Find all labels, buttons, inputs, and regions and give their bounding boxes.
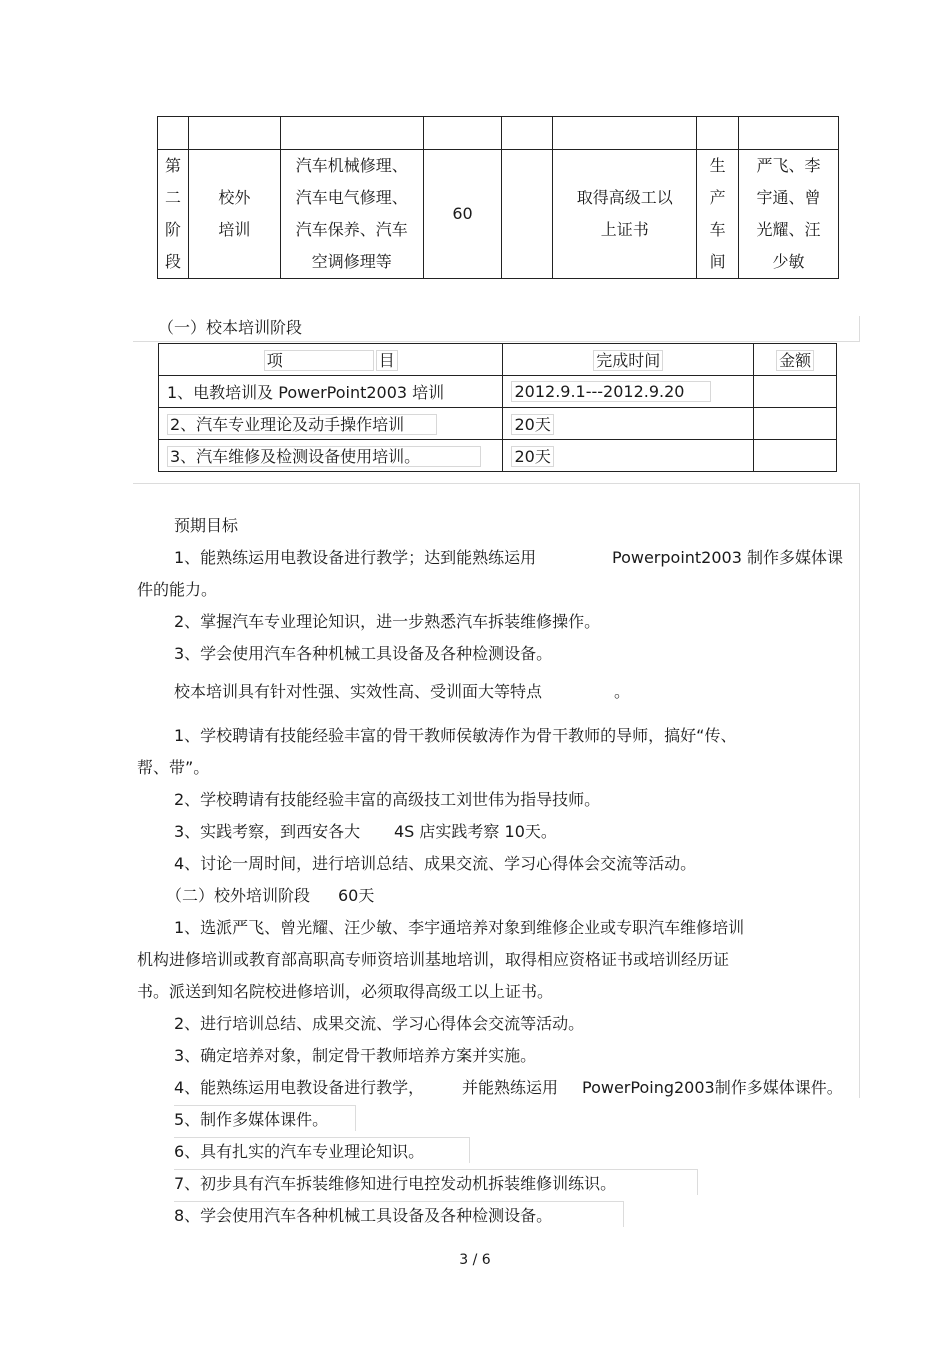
table-row xyxy=(159,376,837,408)
paragraph: 4、讨论一周时间，进行培训总结、成果交流、学习心得体会交流等活动。 xyxy=(174,854,697,873)
paragraph: 1、能熟练运用电教设备进行教学；达到能熟练运用 xyxy=(174,548,537,567)
table-row xyxy=(159,440,837,472)
content-line: 汽车电气修理、 xyxy=(295,188,408,207)
place-cell xyxy=(697,150,739,279)
stage-cell xyxy=(158,150,189,279)
days-cell: 60 xyxy=(423,150,502,279)
paragraph: 7、初步具有汽车拆装维修知进行电控发动机拆装维修训练识。 xyxy=(174,1174,617,1193)
stage-char: 段 xyxy=(164,252,181,271)
stage-table xyxy=(157,116,839,279)
divider xyxy=(469,1137,470,1163)
row-item xyxy=(159,440,503,472)
paragraph: 机构进修培训或教育部高职高专师资培训基地培训，取得相应资格证书或培训经历证 xyxy=(137,950,730,969)
divider xyxy=(133,341,860,342)
row-item xyxy=(159,376,503,408)
paragraph: 3、学会使用汽车各种机械工具设备及各种检测设备。 xyxy=(174,644,553,663)
place-char: 产 xyxy=(709,188,726,207)
table-row xyxy=(158,150,839,279)
header-item-b: 目 xyxy=(376,350,398,371)
divider xyxy=(174,1201,624,1202)
paragraph: PowerPoing2003制作多媒体课件。 xyxy=(582,1078,843,1097)
paragraph: 。 xyxy=(614,682,631,701)
row-time-text: 20天 xyxy=(511,446,553,467)
goal-line: 上证书 xyxy=(600,220,649,239)
divider xyxy=(133,483,860,484)
divider xyxy=(623,1201,624,1227)
place-char: 生 xyxy=(709,156,726,175)
row-item-text: 3、汽车维修及检测设备使用培训。 xyxy=(167,446,481,467)
row-amount xyxy=(754,440,837,472)
paragraph: 3、确定培养对象，制定骨干教师培养方案并实施。 xyxy=(174,1046,537,1065)
paragraph: 60天 xyxy=(338,886,375,905)
paragraph: 5、制作多媒体课件。 xyxy=(174,1110,329,1129)
people-line: 少敏 xyxy=(772,252,805,271)
header-item-a: 项 xyxy=(264,350,374,371)
section-title: （一）校本培训阶段 xyxy=(158,318,303,337)
header-amount xyxy=(754,344,837,376)
divider xyxy=(697,1169,698,1195)
divider xyxy=(174,1169,698,1170)
stage-char: 阶 xyxy=(164,220,181,239)
content-line: 汽车保养、汽车 xyxy=(295,220,408,239)
people-line: 宇通、曾 xyxy=(756,188,821,207)
row-item-text: 1、电教培训及 PowerPoint2003 培训 xyxy=(167,383,445,402)
table-row xyxy=(159,408,837,440)
empty-cell xyxy=(502,150,553,279)
row-time xyxy=(503,408,754,440)
row-amount xyxy=(754,376,837,408)
content-cell xyxy=(280,150,423,279)
paragraph: 4S 店实践考察 10天。 xyxy=(394,822,557,841)
paragraph: 帮、带”。 xyxy=(137,758,210,777)
header-item xyxy=(159,344,503,376)
paragraph: 8、学会使用汽车各种机械工具设备及各种检测设备。 xyxy=(174,1206,553,1225)
paragraph: Powerpoint2003 制作多媒体课 xyxy=(612,548,843,567)
row-time xyxy=(503,376,754,408)
paragraph: 2、掌握汽车专业理论知识，进一步熟悉汽车拆装维修操作。 xyxy=(174,612,601,631)
training-table xyxy=(158,343,837,472)
row-time-text: 20天 xyxy=(511,414,553,435)
content-line: 空调修理等 xyxy=(311,252,392,271)
people-line: 严飞、李 xyxy=(756,156,821,175)
people-line: 光耀、汪 xyxy=(756,220,821,239)
divider xyxy=(174,1137,470,1138)
row-item-text: 2、汽车专业理论及动手操作培训 xyxy=(167,414,437,435)
paragraph: 4、能熟练运用电教设备进行教学， xyxy=(174,1078,425,1097)
table-row-empty xyxy=(158,117,839,150)
row-time xyxy=(503,440,754,472)
form-line: 校外 xyxy=(218,188,251,207)
paragraph: 并能熟练运用 xyxy=(462,1078,559,1097)
paragraph: 6、具有扎实的汽车专业理论知识。 xyxy=(174,1142,425,1161)
paragraph: 校本培训具有针对性强、实效性高、受训面大等特点 xyxy=(174,682,543,701)
form-line: 培训 xyxy=(218,220,251,239)
paragraph: 1、学校聘请有技能经验丰富的骨干教师侯敏涛作为骨干教师的导师，搞好“传、 xyxy=(174,726,737,745)
place-char: 间 xyxy=(709,252,726,271)
paragraph: 1、选派严飞、曾光耀、汪少敏、李宇通培养对象到维修企业或专职汽车维修培训 xyxy=(174,918,745,937)
paragraph: 书。派送到知名院校进修培训，必须取得高级工以上证书。 xyxy=(137,982,554,1001)
row-amount xyxy=(754,408,837,440)
goal-line: 取得高级工以 xyxy=(576,188,673,207)
divider xyxy=(355,1105,356,1131)
header-time-label: 完成时间 xyxy=(593,350,663,371)
divider xyxy=(859,483,860,1098)
header-time xyxy=(503,344,754,376)
paragraph: 2、学校聘请有技能经验丰富的高级技工刘世伟为指导技师。 xyxy=(174,790,601,809)
stage-char: 第 xyxy=(164,156,181,175)
table-header-row xyxy=(159,344,837,376)
divider xyxy=(174,1105,356,1106)
header-amount-label: 金额 xyxy=(776,350,814,371)
content-line: 汽车机械修理、 xyxy=(295,156,408,175)
stage-char: 二 xyxy=(164,188,181,207)
people-cell xyxy=(739,150,839,279)
place-char: 车 xyxy=(709,220,726,239)
form-cell xyxy=(188,150,280,279)
section-title: （二）校外培训阶段 xyxy=(166,886,311,905)
divider xyxy=(859,316,860,341)
paragraph: 预期目标 xyxy=(174,516,239,535)
row-time-text: 2012.9.1---2012.9.20 xyxy=(511,381,711,402)
page-number: 3 / 6 xyxy=(459,1252,491,1268)
goal-cell xyxy=(553,150,697,279)
paragraph: 件的能力。 xyxy=(137,580,218,599)
row-item xyxy=(159,408,503,440)
paragraph: 3、实践考察，到西安各大 xyxy=(174,822,361,841)
paragraph: 2、进行培训总结、成果交流、学习心得体会交流等活动。 xyxy=(174,1014,585,1033)
